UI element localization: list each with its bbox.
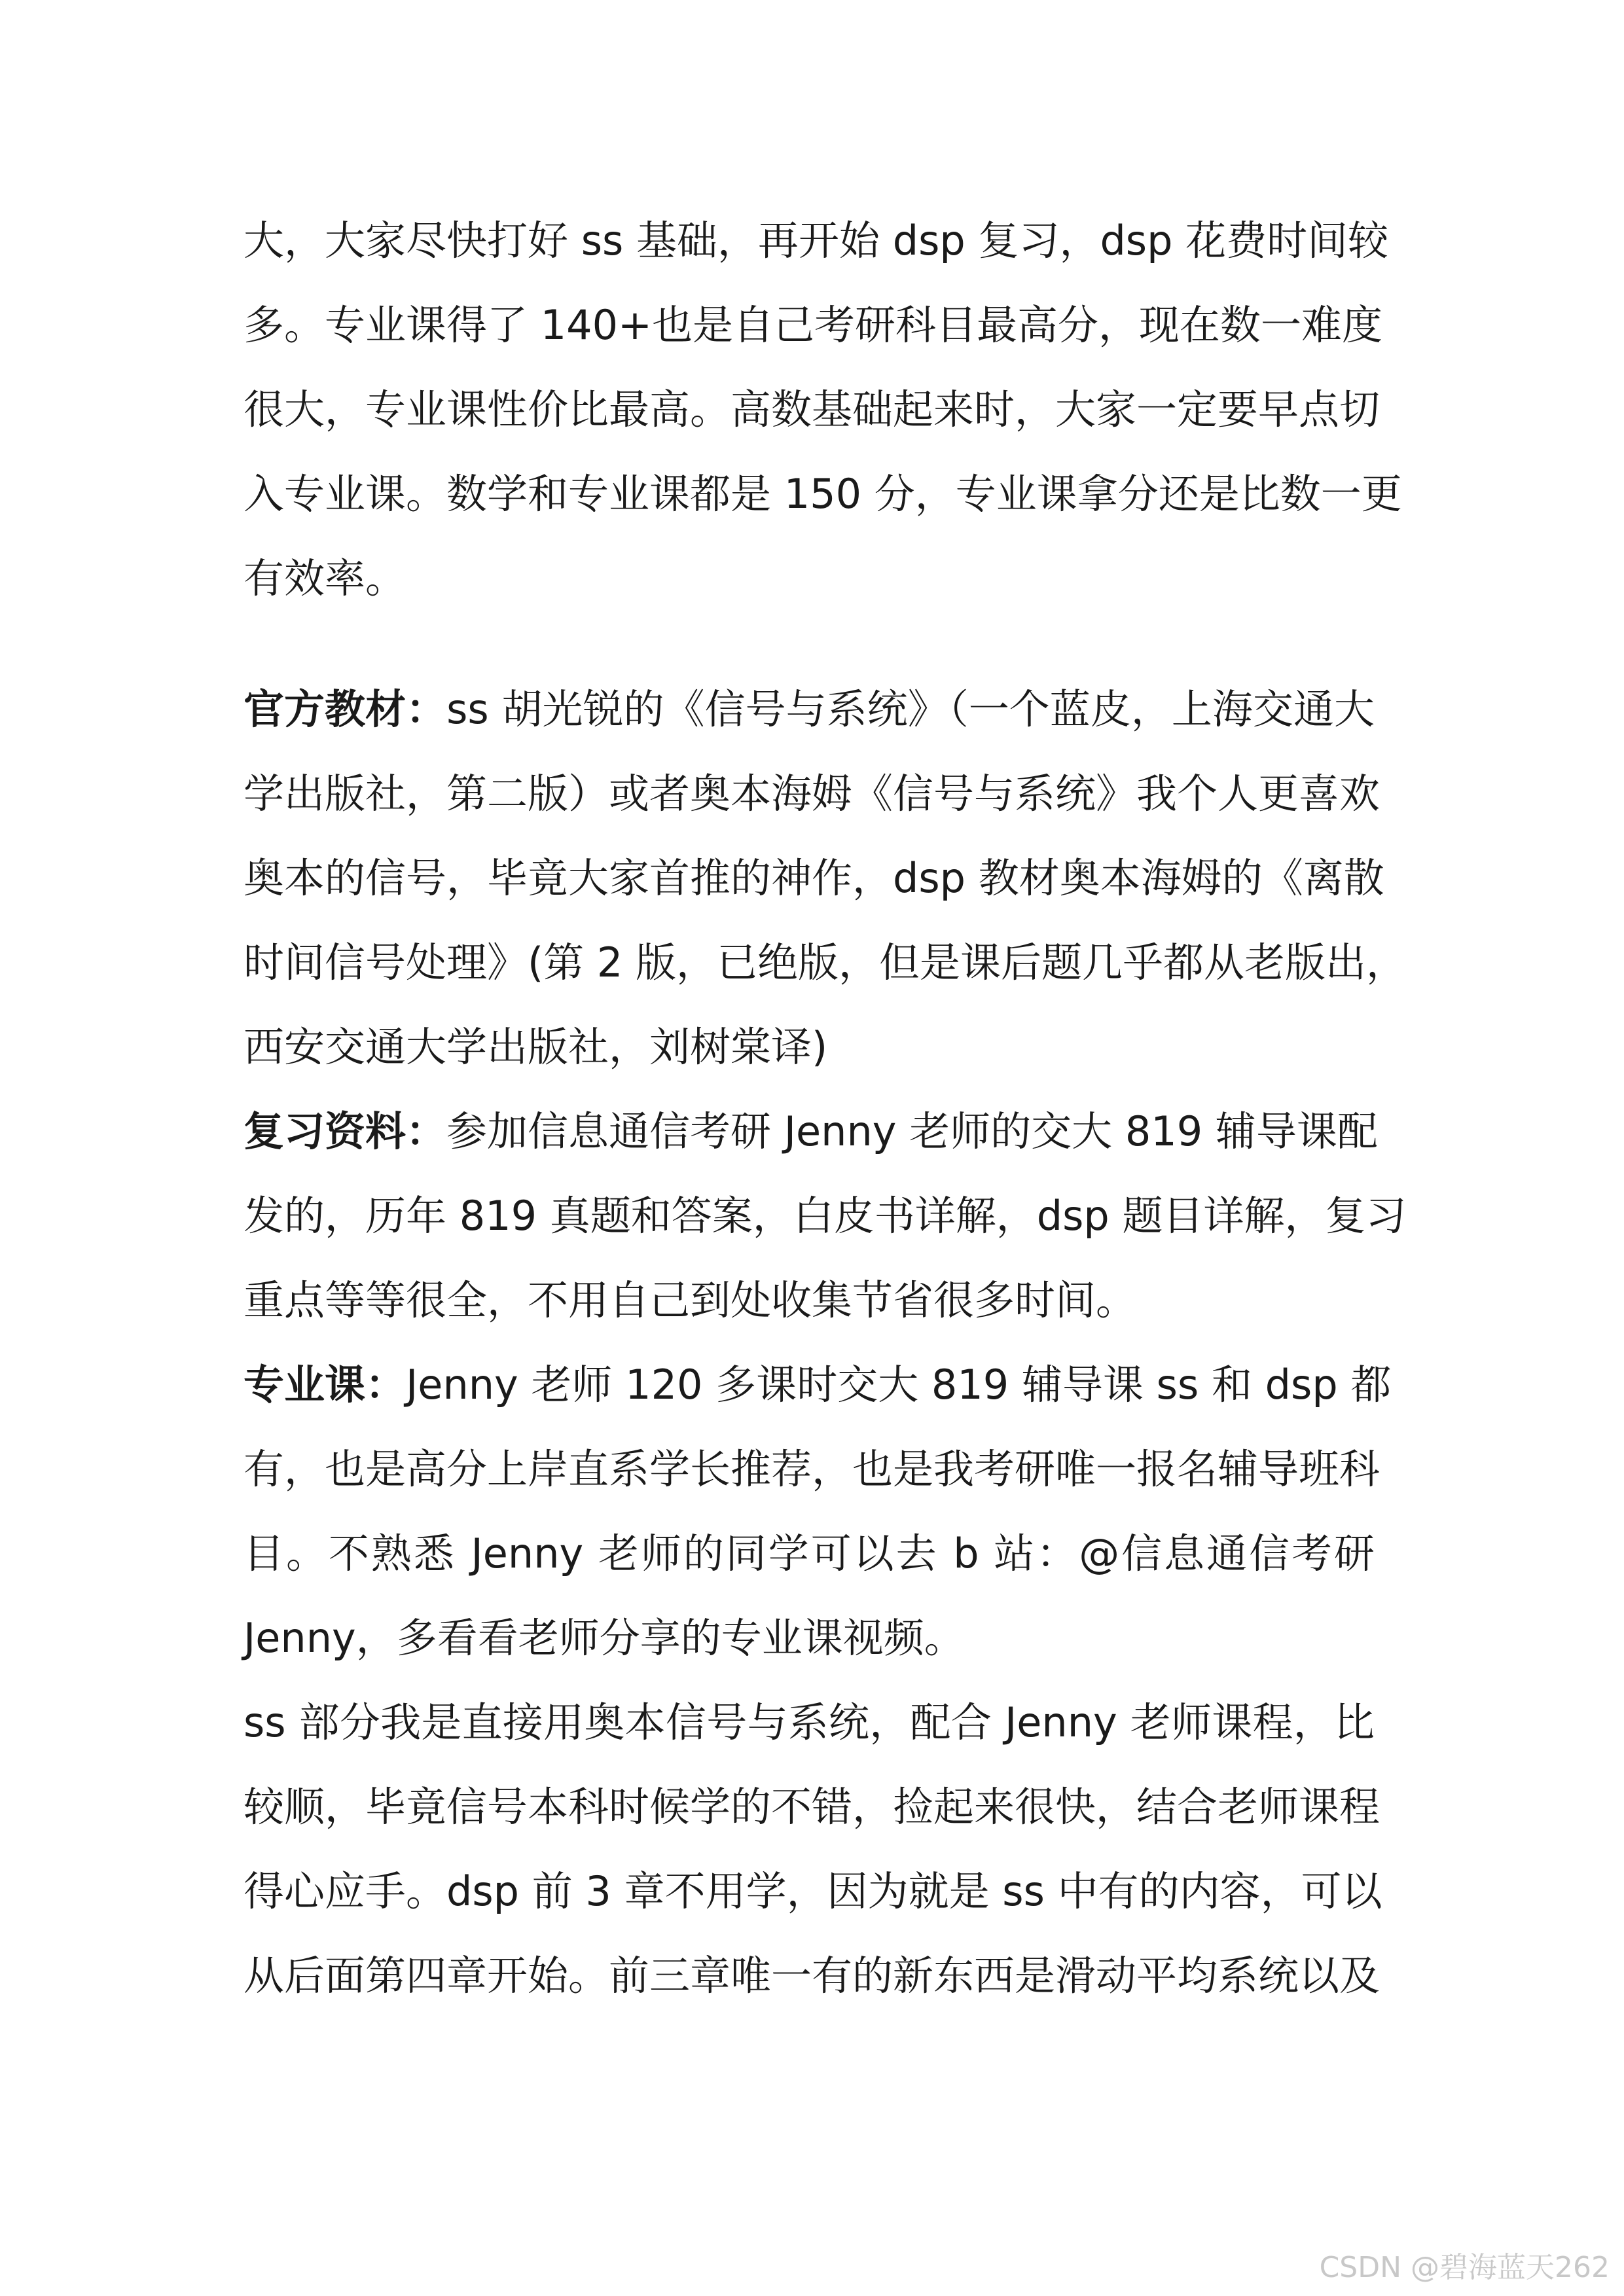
text-line: 大，大家尽快打好 ss 基础，再开始 dsp 复习，dsp 花费时间较 — [244, 217, 1389, 264]
materials-label: 复习资料： — [244, 1107, 447, 1155]
text-line: 从后面第四章开始。前三章唯一有的新东西是滑动平均系统以及 — [244, 1952, 1380, 2000]
text-line: 有，也是高分上岸直系学长推荐，也是我考研唯一报名辅导班科 — [244, 1445, 1380, 1493]
course-section — [244, 1342, 1392, 1680]
text-line: 时间信号处理》(第 2 版，已绝版，但是课后题几乎都从老版出， — [244, 939, 1407, 986]
text-line: 有效率。 — [244, 554, 406, 602]
text-line: 很大，专业课性价比最高。高数基础起来时，大家一定要早点切 — [244, 386, 1380, 433]
text-line: 较顺，毕竟信号本科时候学的不错，捡起来很快，结合老师课程 — [244, 1783, 1380, 1831]
ss-paragraph — [244, 1680, 1382, 2018]
text-line: 学出版社，第二版）或者奥本海姆《信号与系统》我个人更喜欢 — [244, 770, 1380, 817]
text-line: 重点等等很全，不用自己到处收集节省很多时间。 — [244, 1276, 1137, 1324]
materials-section — [244, 1089, 1407, 1342]
text-line: 奥本的信号，毕竟大家首推的神作，dsp 教材奥本海姆的《离散 — [244, 854, 1384, 902]
text-line: 得心应手。dsp 前 3 章不用学，因为就是 ss 中有的内容，可以 — [244, 1867, 1382, 1915]
text-line: 目。不熟悉 Jenny 老师的同学可以去 b 站：@信息通信考研 — [244, 1530, 1375, 1577]
text-line: 发的，历年 819 真题和答案，白皮书详解，dsp 题目详解，复习 — [244, 1192, 1407, 1240]
sections-block — [244, 667, 1407, 2018]
textbooks-section — [244, 667, 1407, 1089]
materials-first-line: 参加信息通信考研 Jenny 老师的交大 819 辅导课配 — [446, 1107, 1378, 1155]
text-line: 西安交通大学出版社，刘树棠译) — [244, 1023, 828, 1071]
textbooks-label: 官方教材： — [244, 685, 447, 733]
text-line: 多。专业课得了 140+也是自己考研科目最高分，现在数一难度 — [244, 301, 1382, 349]
course-label: 专业课： — [244, 1361, 406, 1408]
course-first-line: Jenny 老师 120 多课时交大 819 辅导课 ss 和 dsp 都 — [406, 1361, 1392, 1408]
text-line — [244, 1342, 1392, 1427]
text-line: 入专业课。数学和专业课都是 150 分，专业课拿分还是比数一更 — [244, 470, 1402, 518]
text-line: Jenny，多看看老师分享的专业课视频。 — [244, 1614, 965, 1662]
textbooks-first-line: ss 胡光锐的《信号与系统》（一个蓝皮，上海交通大 — [446, 685, 1375, 733]
csdn-watermark: CSDN @碧海蓝天262 — [1319, 2251, 1610, 2284]
text-line: ss 部分我是直接用奥本信号与系统，配合 Jenny 老师课程，比 — [244, 1698, 1375, 1746]
intro-paragraph — [244, 198, 1402, 620]
text-line — [244, 1089, 1378, 1174]
text-line — [244, 667, 1375, 751]
